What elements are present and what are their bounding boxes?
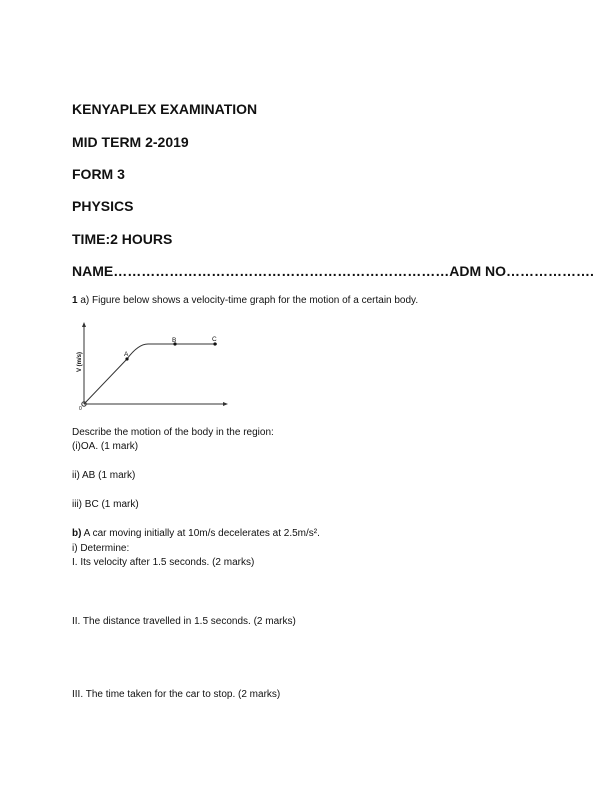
question-1b	[72, 528, 320, 539]
y-axis-arrow	[82, 322, 86, 327]
identity-line	[72, 263, 594, 279]
point-c-label: C	[212, 336, 217, 343]
question-1b-text: A car moving initially at 10m/s decelerates at 2.5m/s².	[81, 528, 320, 539]
exam-time: TIME:2 HOURS	[72, 231, 173, 247]
exam-form: FORM 3	[72, 166, 125, 182]
region-ab-question: ii) AB (1 mark)	[72, 470, 136, 481]
question-1a-text: a) Figure below shows a velocity-time graph for the motion of a certain body.	[77, 295, 419, 306]
part-ii-question: II. The distance travelled in 1.5 seconds. (2 marks)	[72, 616, 296, 627]
adm-no-field[interactable]: ADM NO……………….	[449, 263, 594, 279]
point-a-label: A	[124, 351, 129, 358]
origin-label: 0	[79, 406, 82, 412]
y-axis-label: V (m/s)	[77, 351, 83, 372]
exam-subject: PHYSICS	[72, 198, 134, 214]
describe-instruction: Describe the motion of the body in the region:	[72, 427, 274, 438]
determine-instruction: i) Determine:	[72, 543, 130, 554]
point-b-label: B	[172, 337, 177, 344]
x-axis-arrow	[223, 402, 228, 406]
name-field[interactable]: NAME………………………………………………………………	[72, 263, 450, 279]
region-bc-question: iii) BC (1 mark)	[72, 499, 139, 510]
exam-institution: KENYAPLEX EXAMINATION	[72, 101, 258, 117]
part-iii-question: III. The time taken for the car to stop. (2 marks)	[72, 689, 281, 700]
region-oa-question: (i)OA. (1 mark)	[72, 441, 139, 452]
part-i-question: I. Its velocity after 1.5 seconds. (2 marks)	[72, 557, 255, 568]
velocity-curve	[84, 344, 217, 404]
velocity-time-graph	[76, 318, 236, 413]
question-number: 1	[72, 295, 78, 306]
question-1b-label: b)	[72, 528, 82, 539]
exam-term: MID TERM 2-2019	[72, 134, 189, 150]
question-1a-intro	[72, 295, 418, 306]
